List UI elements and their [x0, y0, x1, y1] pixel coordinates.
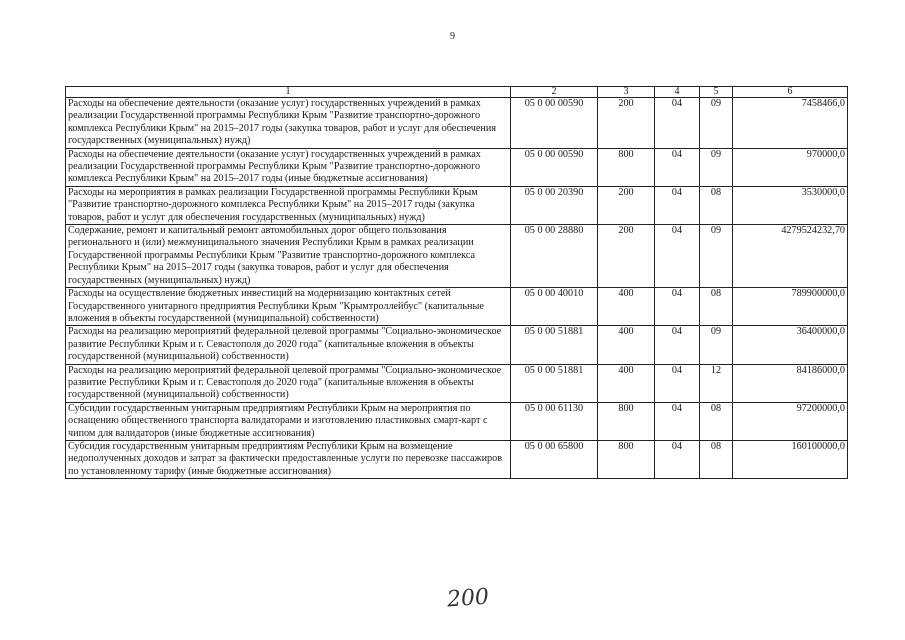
header-description: 1 [66, 87, 511, 98]
header-subsection: 5 [700, 87, 733, 98]
row-section: 04 [655, 364, 700, 402]
row-section: 04 [655, 98, 700, 149]
table-row [66, 225, 848, 288]
row-amount: 970000,0 [733, 148, 848, 186]
row-target-article: 05 0 00 51881 [511, 364, 598, 402]
row-description: Расходы на реализацию мероприятий федеральной целевой программы "Социально-экономическое развитие Республики Крым и г. Севастополя до 2020 года" (капитальные вложения в объекты государственной (муниципальной) собственности) [66, 364, 511, 402]
row-section: 04 [655, 225, 700, 288]
table-row [66, 288, 848, 326]
page-number: 9 [450, 31, 455, 42]
row-amount: 84186000,0 [733, 364, 848, 402]
budget-table [65, 86, 848, 479]
row-expense-type: 800 [598, 148, 655, 186]
row-description: Расходы на мероприятия в рамках реализации Государственной программы Республики Крым "Развитие транспортно-дорожного комплекса Республики Крым" на 2015–2017 годы (закупка товаров, работ и услуг для обеспечения государственных (муниципальных) нужд) [66, 186, 511, 224]
table-row [66, 440, 848, 478]
header-expense-type: 3 [598, 87, 655, 98]
row-amount: 97200000,0 [733, 402, 848, 440]
row-section: 04 [655, 148, 700, 186]
row-section: 04 [655, 402, 700, 440]
row-description: Расходы на осуществление бюджетных инвестиций на модернизацию контактных сетей Государственного унитарного предприятия Республики Крым "Крымтроллейбус" (капитальные вложения в объекты государственной (муниципальной) собственности) [66, 288, 511, 326]
row-section: 04 [655, 326, 700, 364]
row-amount: 3530000,0 [733, 186, 848, 224]
table-row [66, 148, 848, 186]
row-expense-type: 200 [598, 186, 655, 224]
row-expense-type: 400 [598, 364, 655, 402]
header-section: 4 [655, 87, 700, 98]
row-subsection: 08 [700, 186, 733, 224]
table-row [66, 326, 848, 364]
row-subsection: 12 [700, 364, 733, 402]
row-target-article: 05 0 00 28880 [511, 225, 598, 288]
row-expense-type: 800 [598, 402, 655, 440]
row-description: Расходы на реализацию мероприятий федеральной целевой программы "Социально-экономическое развитие Республики Крым и г. Севастополя до 2020 года" (капитальные вложения в объекты государственной (муниципальной) собственности) [66, 326, 511, 364]
row-expense-type: 400 [598, 288, 655, 326]
header-amount: 6 [733, 87, 848, 98]
table-row [66, 98, 848, 149]
row-subsection: 09 [700, 225, 733, 288]
row-target-article: 05 0 00 00590 [511, 98, 598, 149]
row-subsection: 09 [700, 148, 733, 186]
header-row [66, 87, 848, 98]
row-subsection: 08 [700, 288, 733, 326]
row-expense-type: 200 [598, 98, 655, 149]
row-amount: 160100000,0 [733, 440, 848, 478]
row-section: 04 [655, 288, 700, 326]
header-target-article: 2 [511, 87, 598, 98]
row-description: Расходы на обеспечение деятельности (оказание услуг) государственных учреждений в рамках реализации Государственной программы Республики Крым "Развитие транспортно-дорожного комплекса Республики Крым" на 2015–2017 годы (иные бюджетные ассигнования) [66, 148, 511, 186]
row-subsection: 09 [700, 98, 733, 149]
row-amount: 4279524232,70 [733, 225, 848, 288]
row-target-article: 05 0 00 65800 [511, 440, 598, 478]
row-subsection: 08 [700, 440, 733, 478]
row-subsection: 09 [700, 326, 733, 364]
table-row [66, 364, 848, 402]
row-description: Содержание, ремонт и капитальный ремонт автомобильных дорог общего пользования регионального и (или) межмуниципального значения Республики Крым в рамках реализации Государственной программы Республики Крым "Развитие транспортно-дорожного комплекса Республики Крым" на 2015–2017 годы (закупка товаров, работ и услуг для обеспечения государственных (муниципальных) нужд) [66, 225, 511, 288]
row-amount: 36400000,0 [733, 326, 848, 364]
row-expense-type: 200 [598, 225, 655, 288]
row-description: Субсидии государственным унитарным предприятиям Республики Крым на мероприятия по оснащению общественного транспорта валидаторами и изготовлению пластиковых смарт-карт с чипом для валидаторов (иные бюджетные ассигнования) [66, 402, 511, 440]
row-description: Расходы на обеспечение деятельности (оказание услуг) государственных учреждений в рамках реализации Государственной программы Республики Крым "Развитие транспортно-дорожного комплекса Республики Крым" на 2015–2017 годы (закупка товаров, работ и услуг для обеспечения государственных (муниципальных) нужд) [66, 98, 511, 149]
row-amount: 7458466,0 [733, 98, 848, 149]
row-target-article: 05 0 00 51881 [511, 326, 598, 364]
row-expense-type: 800 [598, 440, 655, 478]
table-row [66, 402, 848, 440]
row-target-article: 05 0 00 40010 [511, 288, 598, 326]
row-description: Субсидия государственным унитарным предприятиям Республики Крым на возмещение недополученных доходов и затрат за фактически предоставленные услуги по перевозке пассажиров по установленному тарифу (иные бюджетные ассигнования) [66, 440, 511, 478]
handwritten-page-mark: 200 [446, 584, 490, 613]
row-target-article: 05 0 00 61130 [511, 402, 598, 440]
row-section: 04 [655, 440, 700, 478]
row-target-article: 05 0 00 00590 [511, 148, 598, 186]
row-expense-type: 400 [598, 326, 655, 364]
table-row [66, 186, 848, 224]
row-amount: 789900000,0 [733, 288, 848, 326]
row-section: 04 [655, 186, 700, 224]
row-subsection: 08 [700, 402, 733, 440]
row-target-article: 05 0 00 20390 [511, 186, 598, 224]
